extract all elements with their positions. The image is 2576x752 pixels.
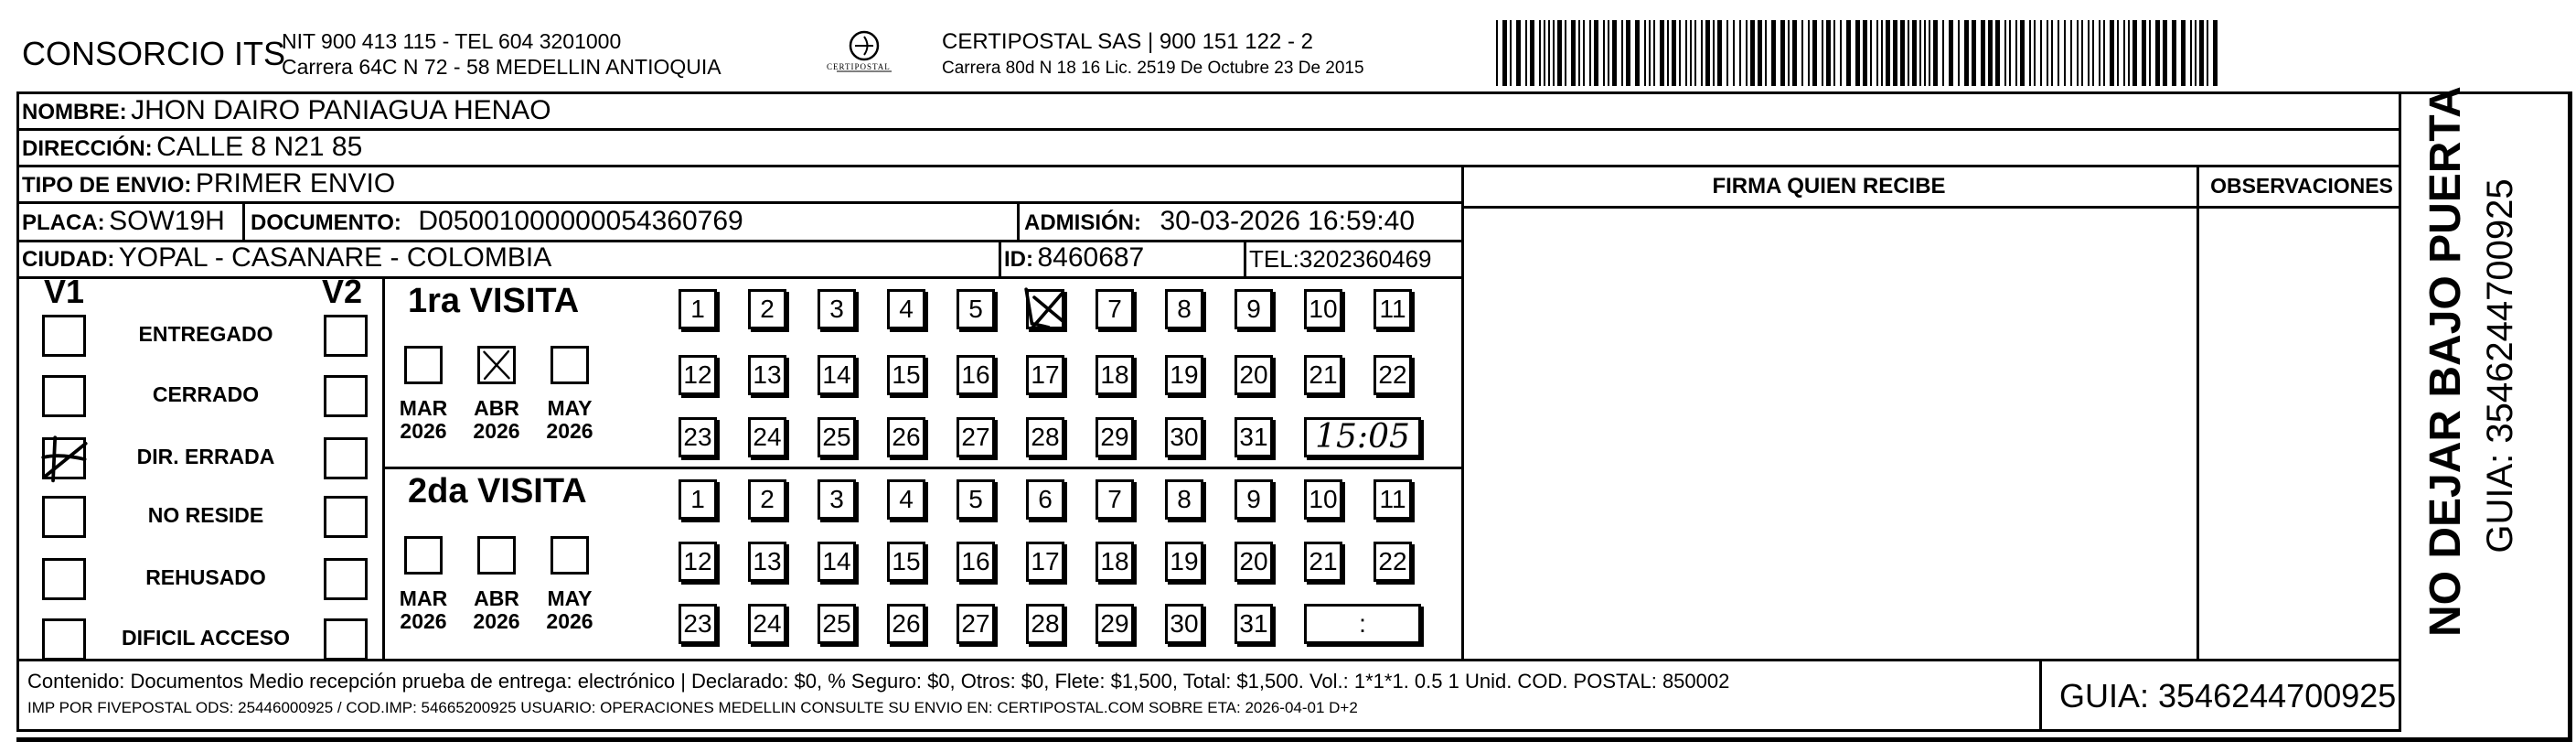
documento-field (251, 206, 743, 237)
nombre-value: JHON DAIRO PANIAGUA HENAO (131, 95, 551, 125)
barcode-bar (1863, 20, 1867, 86)
admision-value: 30-03-2026 16:59:40 (1160, 206, 1416, 236)
barcode-bar (1995, 20, 2000, 86)
firma-area[interactable] (1469, 210, 2191, 655)
no-dejar-bajo-puerta: NO DEJAR BAJO PUERTA (2421, 86, 2470, 637)
barcode-bar (1870, 20, 1872, 86)
first-day-31[interactable]: 31 (1235, 417, 1273, 457)
second-day-15[interactable]: 15 (887, 542, 925, 582)
ciudad-label: CIUDAD: (22, 247, 115, 272)
barcode-bar (1792, 20, 1797, 86)
tel-label: TEL: (1249, 245, 1299, 273)
first-day-1[interactable]: 1 (679, 289, 717, 329)
ciudad-value: YOPAL - CASANARE - COLOMBIA (118, 242, 552, 273)
first-day-12[interactable]: 12 (679, 355, 717, 395)
first-day-15[interactable]: 15 (887, 355, 925, 395)
barcode-bar (1544, 20, 1545, 86)
col-firma-left (1461, 165, 1464, 659)
barcode-bar (1516, 20, 1521, 86)
barcode-bar (2199, 20, 2204, 86)
placa-field (22, 206, 225, 237)
barcode-bar (1765, 20, 1767, 86)
barcode-bar (1933, 20, 1938, 86)
second-day-14[interactable]: 14 (818, 542, 856, 582)
barcode-bar (1660, 20, 1664, 86)
second-month-box-mar[interactable] (404, 536, 443, 575)
form-shadow-right (2568, 91, 2572, 739)
barcode-bar (2132, 20, 2137, 86)
first-day-19[interactable]: 19 (1165, 355, 1203, 395)
barcode-bar (1644, 20, 1646, 86)
first-day-2[interactable]: 2 (748, 289, 786, 329)
first-day-22[interactable]: 22 (1374, 355, 1412, 395)
footer-guia: GUIA: 3546244700925 (2059, 677, 2397, 714)
barcode-bar (2009, 20, 2011, 86)
logo-text: CERTIPOSTAL (827, 62, 891, 71)
second-day-19[interactable]: 19 (1165, 542, 1203, 582)
reason-label-dir-errada: DIR. ERRADA (136, 445, 275, 468)
v1-label: V1 (44, 273, 85, 310)
second-day-5[interactable]: 5 (957, 479, 995, 520)
barcode-bar (1919, 20, 1921, 86)
barcode-bar (1612, 20, 1617, 86)
row-line-3 (16, 201, 1461, 204)
tipo-value: PRIMER ENVIO (195, 168, 396, 199)
barcode-bar (1621, 20, 1623, 86)
v2-checkbox-dificil-acceso[interactable] (324, 618, 368, 661)
barcode-bar (2123, 20, 2125, 86)
barcode-bar (1713, 20, 1715, 86)
barcode-bar (2088, 20, 2090, 86)
first-day-28[interactable]: 28 (1026, 417, 1064, 457)
second-day-3[interactable]: 3 (818, 479, 856, 520)
observaciones-area[interactable] (2204, 210, 2396, 655)
documento-value: D05001000000054360769 (418, 206, 743, 236)
ciudad-field (22, 242, 551, 274)
barcode-bar (1701, 20, 1703, 86)
barcode-bar (2040, 20, 2042, 86)
firma-header: FIRMA QUIEN RECIBE (1712, 174, 1946, 199)
barcode-bar (1929, 20, 1930, 86)
second-day-21[interactable]: 21 (1304, 542, 1342, 582)
barcode-bar (1846, 20, 1851, 86)
second-month-label-abr: ABR 2026 (473, 586, 520, 633)
barcode-bar (2172, 20, 2176, 86)
barcode-bar (2077, 20, 2079, 86)
first-day-16[interactable]: 16 (957, 355, 995, 395)
row-line-1 (16, 128, 2401, 131)
v2-checkbox-no-reside[interactable] (324, 496, 368, 538)
second-time-box[interactable]: : (1304, 604, 1421, 644)
first-day-11[interactable]: 11 (1374, 289, 1412, 329)
barcode-bar (1801, 20, 1803, 86)
second-day-2[interactable]: 2 (748, 479, 786, 520)
first-day-24[interactable]: 24 (748, 417, 786, 457)
footer-imp-line: IMP POR FIVEPOSTAL ODS: 25446000925 / COD.IMP: 54665200925 USUARIO: OPERACIONES MEDELLIN CONSULTE SU ENVIO EN: CERTIPOSTAL.COM SOBRE ETA: 2026-04-01 D+2 (27, 699, 1358, 716)
second-day-16[interactable]: 16 (957, 542, 995, 582)
tel-field (1249, 245, 1432, 274)
barcode-bar (2142, 20, 2146, 86)
barcode-bar (1679, 20, 1681, 86)
second-day-7[interactable]: 7 (1096, 479, 1134, 520)
company-name: CONSORCIO ITS (22, 35, 286, 72)
placa-value: SOW19H (109, 206, 225, 236)
second-day-6[interactable]: 6 (1026, 479, 1064, 520)
barcode-bar (1578, 20, 1580, 86)
first-day-3[interactable]: 3 (818, 289, 856, 329)
second-day-22[interactable]: 22 (1374, 542, 1412, 582)
barcode-bar (1502, 20, 1507, 86)
second-day-4[interactable]: 4 (887, 479, 925, 520)
first-day-23[interactable]: 23 (679, 417, 717, 457)
company-nit-line: NIT 900 413 115 - TEL 604 3201000 (282, 29, 622, 53)
barcode-bar (1565, 20, 1566, 86)
barcode-bar (1726, 20, 1728, 86)
barcode-bar (1972, 20, 1976, 86)
barcode-bar (1788, 20, 1790, 86)
barcode-bar (1608, 20, 1609, 86)
barcode-bar (2099, 20, 2100, 86)
barcode-bar (1649, 20, 1651, 86)
direccion-value: CALLE 8 N21 85 (156, 132, 363, 162)
barcode-bar (2047, 20, 2048, 86)
barcode-bar (1958, 20, 1960, 86)
barcode-bar (2034, 20, 2036, 86)
second-day-9[interactable]: 9 (1235, 479, 1273, 520)
barcode-bar (1603, 20, 1605, 86)
barcode-bar (1667, 20, 1669, 86)
visit-left-divider (382, 276, 385, 659)
barcode-bar (1635, 20, 1640, 86)
barcode-bar (1672, 20, 1676, 86)
company-address-line: Carrera 64C N 72 - 58 MEDELLIN ANTIOQUIA (282, 55, 721, 79)
direccion-label: DIRECCIÓN: (22, 136, 153, 161)
admision-divider (1017, 201, 1020, 240)
carrier-address-line: Carrera 80d N 18 16 Lic. 2519 De Octubre 23 De 2015 (942, 59, 1364, 78)
first-day-13[interactable]: 13 (748, 355, 786, 395)
barcode-bar (1964, 20, 1969, 86)
first-day-26[interactable]: 26 (887, 417, 925, 457)
first-visit-title: 1ra VISITA (408, 282, 580, 320)
barcode-bar (1571, 20, 1576, 86)
row-line-3b (1461, 206, 2401, 209)
barcode-bar (1808, 20, 1810, 86)
second-month-label-mar: MAR 2026 (399, 586, 448, 633)
barcode-bar (2149, 20, 2151, 86)
barcode-bar (1988, 20, 1993, 86)
first-day-30[interactable]: 30 (1165, 417, 1203, 457)
tel-divider (1244, 240, 1246, 276)
first-day-21[interactable]: 21 (1304, 355, 1342, 395)
first-month-box-abr[interactable] (477, 346, 516, 384)
footer-line (16, 659, 2401, 661)
barcode-bar (2051, 20, 2053, 86)
second-day-25[interactable]: 25 (818, 604, 856, 644)
barcode-bar (2117, 20, 2119, 86)
barcode-bar (1881, 20, 1883, 86)
visit-divider (382, 467, 1461, 469)
second-day-26[interactable]: 26 (887, 604, 925, 644)
observaciones-header: OBSERVACIONES (2210, 174, 2393, 198)
barcode-bar (2195, 20, 2197, 86)
reason-label-dificil-acceso: DIFICIL ACCESO (121, 626, 290, 650)
barcode-bar (1746, 20, 1748, 86)
barcode-bar (1594, 20, 1598, 86)
reason-label-cerrado: CERRADO (152, 382, 260, 406)
first-month-label-may: MAY 2026 (546, 396, 593, 443)
second-day-29[interactable]: 29 (1096, 604, 1134, 644)
side-guia-number: GUIA: 3546244700925 (2480, 178, 2520, 553)
reason-label-no-reside: NO RESIDE (147, 503, 264, 527)
v1-checkbox-entregado[interactable] (42, 315, 86, 357)
barcode-bar (2110, 20, 2114, 86)
second-day-8[interactable]: 8 (1165, 479, 1203, 520)
first-month-label-abr: ABR 2026 (473, 396, 520, 443)
barcode-bar (1855, 20, 1860, 86)
col-obs-left (2197, 165, 2199, 659)
barcode-bar (2020, 20, 2025, 86)
barcode-bar (2103, 20, 2105, 86)
barcode-bar (2207, 20, 2208, 86)
nombre-row (22, 95, 551, 126)
barcode-bar (1833, 20, 1835, 86)
first-day-18[interactable]: 18 (1096, 355, 1134, 395)
second-month-label-may: MAY 2026 (546, 586, 593, 633)
first-day-17[interactable]: 17 (1026, 355, 1064, 395)
barcode-bar (1750, 20, 1755, 86)
barcode-bar (1942, 20, 1944, 86)
barcode-bar (1626, 20, 1630, 86)
v2-checkbox-dir-errada[interactable] (324, 437, 368, 479)
barcode-bar (2004, 20, 2006, 86)
v2-label: V2 (322, 273, 363, 310)
v1-checkbox-no-reside[interactable] (42, 496, 86, 538)
reason-label-entregado: ENTREGADO (138, 322, 273, 346)
second-month-box-abr[interactable] (477, 536, 516, 575)
barcode-bar (2058, 20, 2059, 86)
id-field (1004, 242, 1144, 274)
row-line-2 (16, 165, 2401, 167)
placa-divider (242, 201, 245, 240)
v2-checkbox-entregado[interactable] (324, 315, 368, 357)
first-day-10[interactable]: 10 (1304, 289, 1342, 329)
barcode-bar (2081, 20, 2083, 86)
first-day-27[interactable]: 27 (957, 417, 995, 457)
tel-value: 3202360469 (1299, 245, 1432, 273)
barcode-bar (1876, 20, 1878, 86)
barcode-bar (1893, 20, 1897, 86)
barcode-bar (1705, 20, 1710, 86)
first-day-8[interactable]: 8 (1165, 289, 1203, 329)
barcode-bar (2163, 20, 2167, 86)
documento-label: DOCUMENTO: (251, 210, 401, 235)
first-day-5[interactable]: 5 (957, 289, 995, 329)
barcode-bar (1548, 20, 1550, 86)
second-day-27[interactable]: 27 (957, 604, 995, 644)
barcode-bar (1981, 20, 1985, 86)
v1-checkbox-cerrado[interactable] (42, 375, 86, 417)
barcode-bar (2064, 20, 2066, 86)
barcode-bar (1758, 20, 1762, 86)
barcode-bar (2155, 20, 2160, 86)
barcode-bar (2128, 20, 2130, 86)
first-day-29[interactable]: 29 (1096, 417, 1134, 457)
form-shadow-bottom (16, 737, 2572, 742)
second-day-1[interactable]: 1 (679, 479, 717, 520)
second-day-23[interactable]: 23 (679, 604, 717, 644)
barcode-bar (1739, 20, 1741, 86)
barcode-bar (2213, 20, 2218, 86)
second-day-20[interactable]: 20 (1235, 542, 1273, 582)
barcode-bar (1886, 20, 1890, 86)
v1-checkbox-dir-errada[interactable] (42, 437, 86, 479)
barcode-bar (1496, 20, 1498, 86)
barcode-bar (1539, 20, 1541, 86)
second-day-10[interactable]: 10 (1304, 479, 1342, 520)
nombre-label: NOMBRE: (22, 100, 127, 124)
first-month-label-mar: MAR 2026 (399, 396, 448, 443)
second-day-11[interactable]: 11 (1374, 479, 1412, 520)
tipo-label: TIPO DE ENVIO: (22, 173, 192, 198)
v2-checkbox-rehusado[interactable] (324, 558, 368, 600)
v2-checkbox-cerrado[interactable] (324, 375, 368, 417)
barcode-bar (1557, 20, 1562, 86)
first-day-6[interactable]: 6 (1026, 289, 1064, 329)
barcode-bar (1694, 20, 1696, 86)
row-line-5 (16, 276, 1461, 279)
footer-content-line: Contenido: Documentos Medio recepción prueba de entrega: electrónico | Declarado: $0, % Seguro: $0, Otros: $0, Flete: $1,500, Total: $1,500. Vol.: 1*1*1. 0.5 1 Unid. COD. POSTAL: 850002 (27, 670, 1730, 693)
second-day-31[interactable]: 31 (1235, 604, 1273, 644)
barcode-bar (1589, 20, 1591, 86)
reason-label-rehusado: REHUSADO (145, 565, 266, 589)
barcode-bar (1924, 20, 1926, 86)
barcode-bar (1900, 20, 1905, 86)
first-time-box[interactable]: 15:05 (1304, 417, 1421, 457)
first-day-4[interactable]: 4 (887, 289, 925, 329)
second-day-30[interactable]: 30 (1165, 604, 1203, 644)
first-day-9[interactable]: 9 (1235, 289, 1273, 329)
barcode-bar (1530, 20, 1534, 86)
barcode-bar (1912, 20, 1917, 86)
admision-field (1024, 206, 1415, 237)
direccion-row (22, 132, 362, 163)
barcode-bar (1653, 20, 1655, 86)
id-value: 8460687 (1037, 242, 1145, 273)
second-day-28[interactable]: 28 (1026, 604, 1064, 644)
barcode-bar (1826, 20, 1831, 86)
barcode-bar (1553, 20, 1555, 86)
placa-label: PLACA: (22, 210, 105, 235)
barcode-bar (1583, 20, 1585, 86)
id-divider (999, 240, 1001, 276)
first-day-7[interactable]: 7 (1096, 289, 1134, 329)
first-month-box-mar[interactable] (404, 346, 443, 384)
second-day-24[interactable]: 24 (748, 604, 786, 644)
second-day-12[interactable]: 12 (679, 542, 717, 582)
second-day-18[interactable]: 18 (1096, 542, 1134, 582)
barcode-bar (2190, 20, 2192, 86)
barcode-bar (1949, 20, 1953, 86)
barcode (1496, 16, 2228, 88)
barcode-bar (2092, 20, 2094, 86)
barcode-bar (1822, 20, 1823, 86)
barcode-bar (1908, 20, 1909, 86)
admision-label: ADMISIÓN: (1024, 210, 1141, 235)
first-day-20[interactable]: 20 (1235, 355, 1273, 395)
carrier-name-line: CERTIPOSTAL SAS | 900 151 122 - 2 (942, 29, 1313, 54)
barcode-bar (1733, 20, 1735, 86)
barcode-bar (1525, 20, 1527, 86)
id-label: ID: (1004, 247, 1033, 272)
v1-checkbox-rehusado[interactable] (42, 558, 86, 600)
barcode-bar (1717, 20, 1722, 86)
barcode-bar (2181, 20, 2186, 86)
first-month-box-may[interactable] (550, 346, 589, 384)
first-day-14[interactable]: 14 (818, 355, 856, 395)
barcode-bar (1840, 20, 1842, 86)
tipo-row (22, 168, 395, 199)
footer-guia-divider (2039, 659, 2042, 732)
v1-checkbox-dificil-acceso[interactable] (42, 618, 86, 661)
barcode-bar (1780, 20, 1785, 86)
second-month-box-may[interactable] (550, 536, 589, 575)
barcode-bar (1690, 20, 1692, 86)
second-day-17[interactable]: 17 (1026, 542, 1064, 582)
first-day-25[interactable]: 25 (818, 417, 856, 457)
barcode-bar (1510, 20, 1512, 86)
barcode-bar (1771, 20, 1776, 86)
second-day-13[interactable]: 13 (748, 542, 786, 582)
barcode-bar (1685, 20, 1687, 86)
barcode-bar (2015, 20, 2017, 86)
barcode-bar (2029, 20, 2031, 86)
second-visit-title: 2da VISITA (408, 472, 587, 510)
barcode-bar (2070, 20, 2072, 86)
certipostal-logo (814, 27, 914, 79)
barcode-bar (1812, 20, 1817, 86)
